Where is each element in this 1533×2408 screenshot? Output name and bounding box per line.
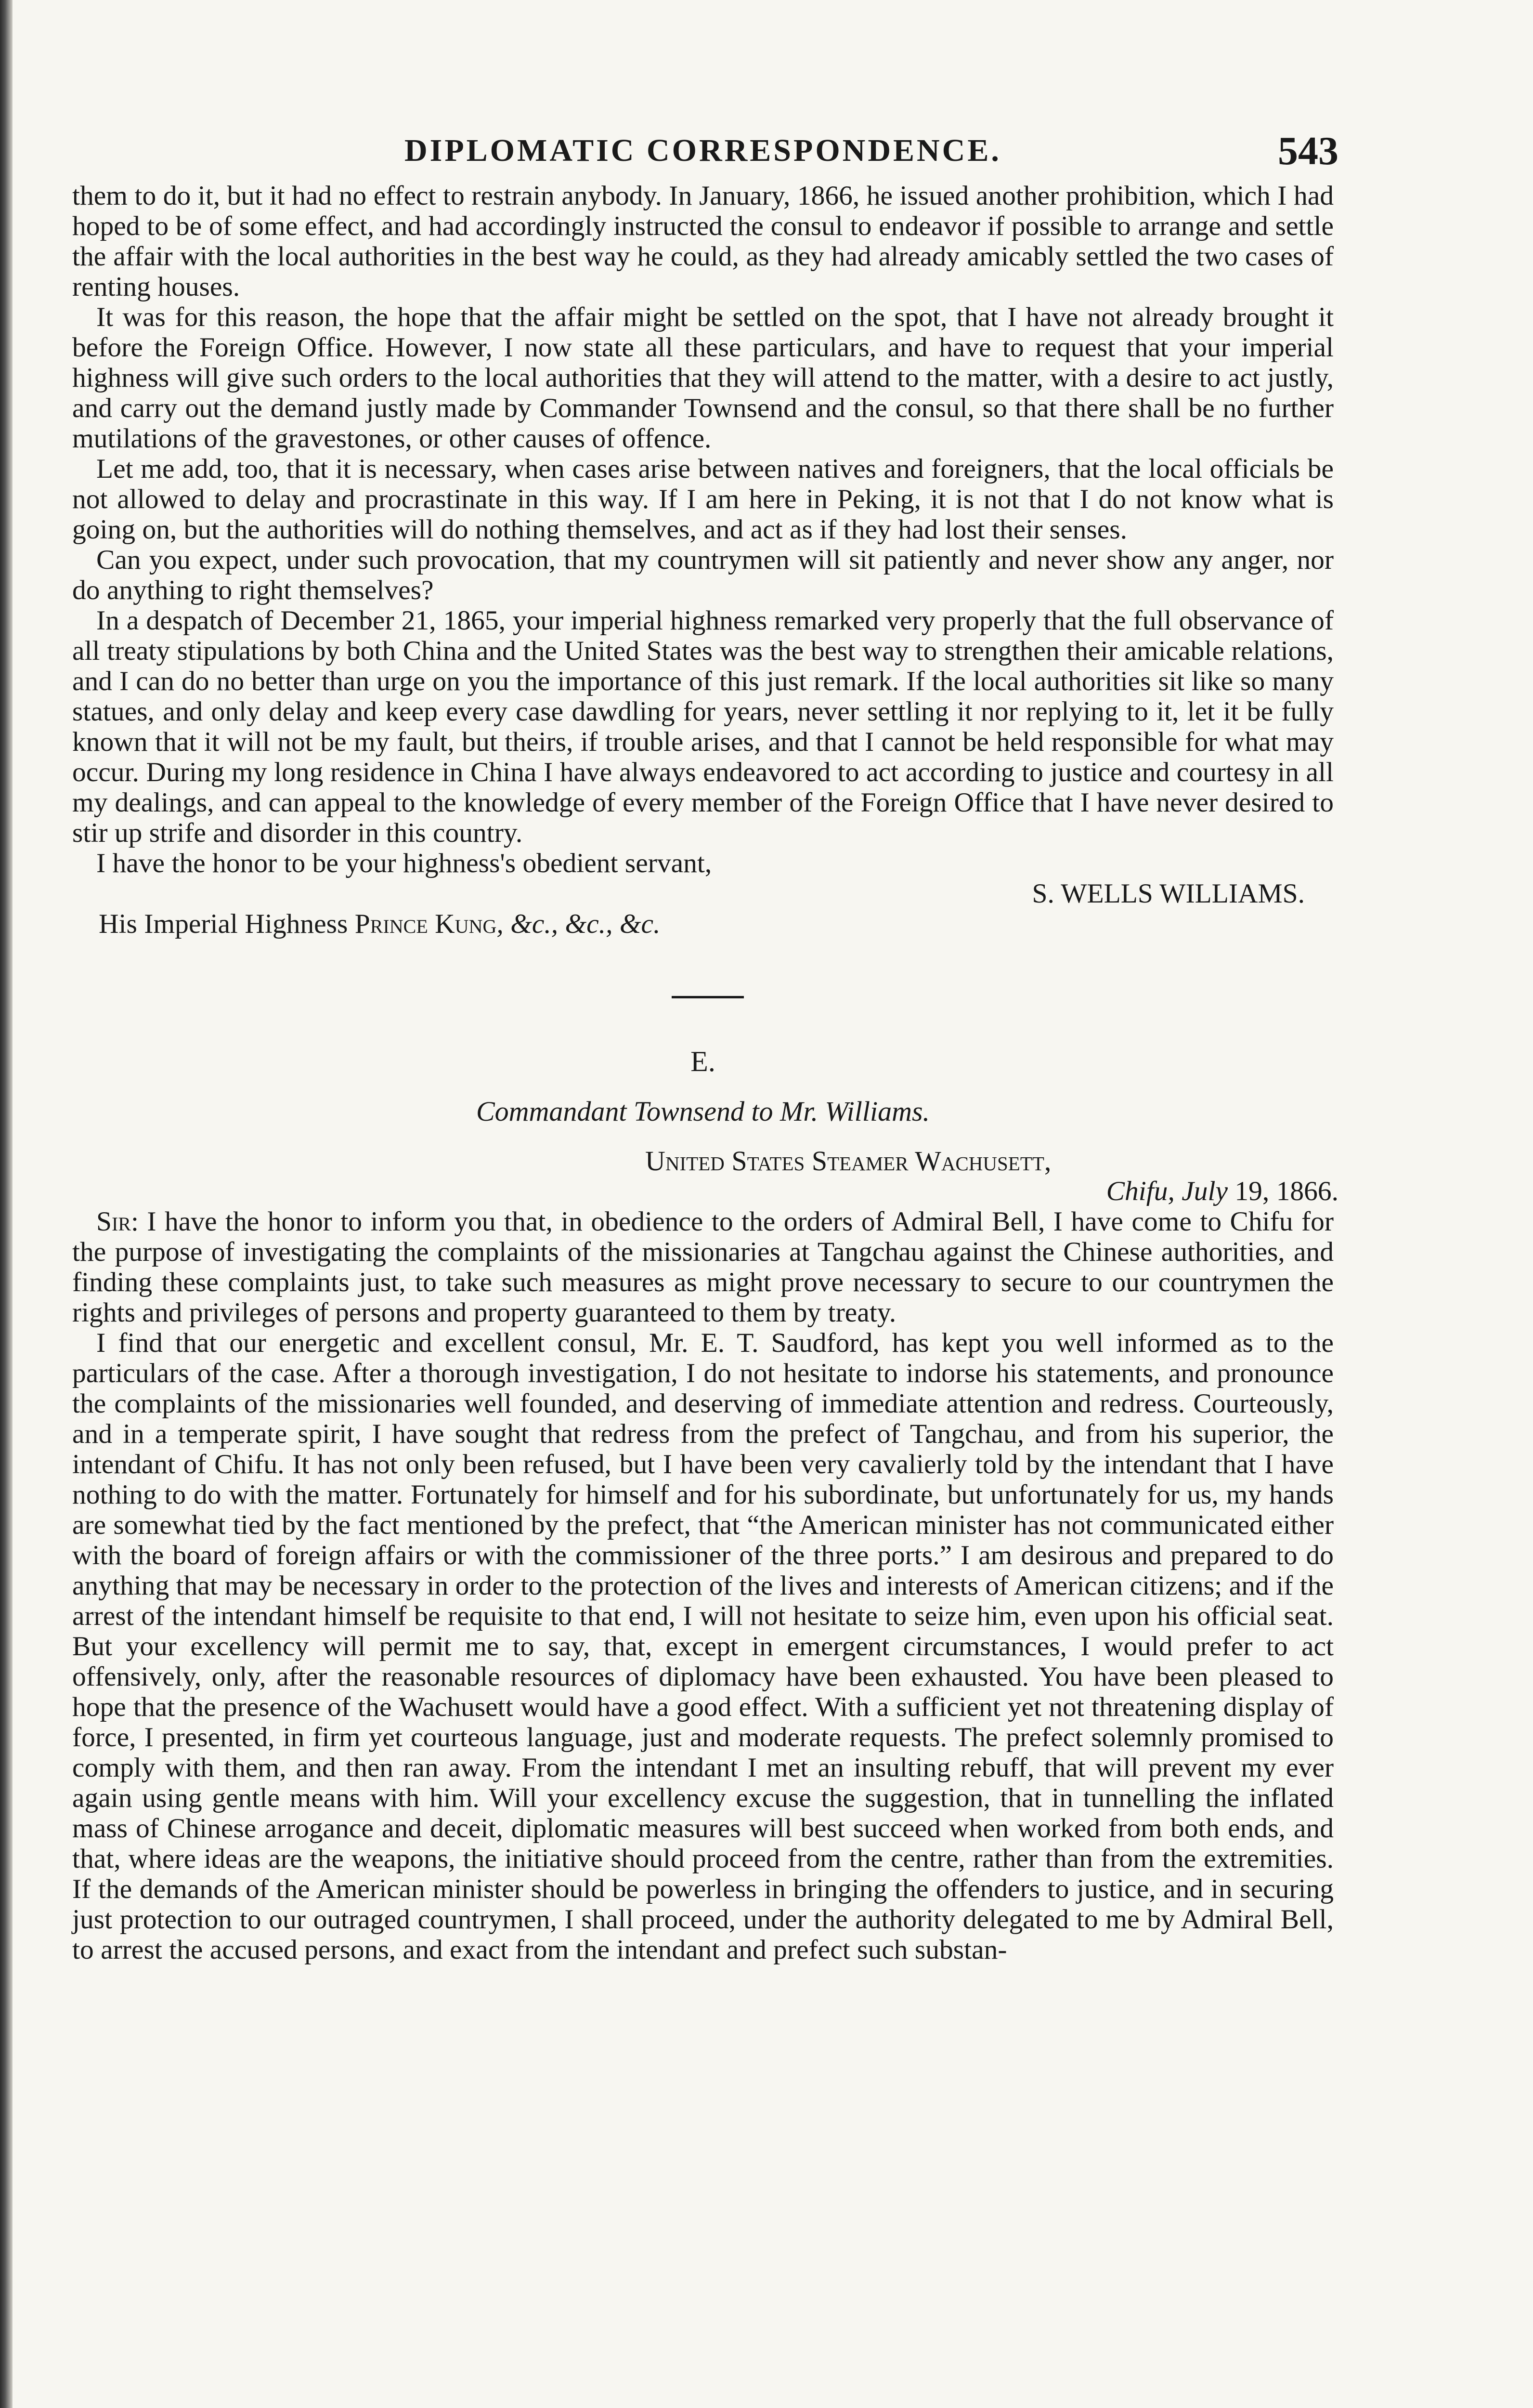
salutation: Sir:	[96, 1206, 139, 1237]
book-spine-edge	[0, 0, 13, 2408]
letter-date-month: July	[1182, 1176, 1228, 1206]
section-label: E.	[690, 1046, 715, 1077]
section-divider	[672, 996, 744, 998]
paragraph	[72, 1206, 1334, 1328]
paragraph: It was for this reason, the hope that the affair might be settled on the spot, that I have not already brought it before the Foreign Office. However, I now state all these particulars, and have to request that your imperial highness will give such orders to the local authorities that they will attend to the matter, with a desire to act justly, and carry out the demand justly made by Commander Townsend and the consul, so that there shall be no further mutilations of the gravestones, or other causes of offence.	[72, 302, 1334, 454]
letter-date-rest: 19, 1866.	[1228, 1176, 1338, 1206]
running-head	[72, 128, 1338, 181]
document-body	[72, 181, 1338, 1965]
letter-title: Commandant Townsend to Mr. Williams.	[476, 1096, 930, 1127]
addressee-prefix: His Imperial Highness	[99, 909, 355, 939]
paragraph: Let me add, too, that it is necessary, when cases arise between natives and foreigners, that the local officials be not allowed to delay and procrastinate in this way. If I am here in Peking, it is not that I do not know what is going on, but the authorities will do nothing themselves, and act as if they had lost their senses.	[72, 454, 1334, 545]
paragraph: In a despatch of December 21, 1865, your imperial highness remarked very properly that the full observance of all treaty stipulations by both China and the United States was the best way to strengthen their amicable relations, and I can do no better than urge on you the importance of this just remark. If the local authorities sit like so many statues, and only delay and keep every case dawdling for years, never settling it nor replying to it, let it be fully known that it will not be my fault, but theirs, if trouble arises, and that I cannot be held responsible for what may occur. During my long residence in China I have always endeavored to act according to justice and courtesy in all my dealings, and can appeal to the knowledge of every member of the Foreign Office that I have never desired to stir up strife and disorder in this country.	[72, 605, 1334, 848]
paragraph: Can you expect, under such provocation, that my countrymen will sit patiently and never show any anger, nor do anything to right themselves?	[72, 545, 1334, 605]
addressee	[99, 909, 1334, 939]
signature: S. WELLS WILLIAMS.	[1032, 878, 1305, 909]
addressee-name: Prince Kung	[354, 909, 497, 939]
document-page	[72, 128, 1338, 1965]
paragraph-text: I have the honor to inform you that, in obedience to the orders of Admiral Bell, I have come to Chifu for the purpose of investigating the complaints of the missionaries at Tangchau against the Chinese authorities, and finding these complaints just, to take such measures as might prove necessary to secure to our countrymen the rights and privileges of persons and property guaranteed to them by treaty.	[72, 1206, 1334, 1328]
page-number: 543	[1278, 129, 1338, 173]
paragraph: them to do it, but it had no effect to restrain anybody. In January, 1866, he issued another prohibition, which I had hoped to be of some effect, and had accordingly instructed the consul to endeavor if possible to arrange and settle the affair with the local authorities in the best way he could, as they had already amicably settled the two cases of renting houses.	[72, 181, 1334, 302]
letter-heading-ship: United States Steamer Wachusett,	[645, 1145, 1052, 1177]
letter-closing: I have the honor to be your highness's obedient servant,	[96, 848, 712, 878]
addressee-suffix: , &c., &c., &c.	[496, 909, 661, 939]
letter-place: Chifu,	[1106, 1176, 1175, 1206]
letter-place-date	[72, 1176, 1338, 1206]
running-title: DIPLOMATIC CORRESPONDENCE.	[404, 133, 1001, 168]
paragraph: I find that our energetic and excellent consul, Mr. E. T. Saudford, has kept you well informed as to the particulars of the case. After a thorough investigation, I do not hesitate to indorse his statements, and pronounce the complaints of the missionaries well founded, and deserving of immediate attention and redress. Courteously, and in a temperate spirit, I have sought that redress from the prefect of Tangchau, and from his superior, the intendant of Chifu. It has not only been refused, but I have been very cavalierly told by the intendant that I have nothing to do with the matter. Fortunately for himself and for his subordinate, but unfortunately for us, my hands are somewhat tied by the fact mentioned by the prefect, that “the American minister has not communicated either with the board of foreign affairs or with the commissioner of the three ports.” I am desirous and prepared to do anything that may be necessary in order to the protection of the lives and interests of American citizens; and if the arrest of the intendant himself be requisite to that end, I will not hesitate to seize him, even upon his official seat. But your excellency will permit me to say, that, except in emergent circumstances, I would prefer to act offensively, only, after the reasonable resources of diplomacy have been exhausted. You have been pleased to hope that the presence of the Wachusett would have a good effect. With a sufficient yet not threatening display of force, I presented, in firm yet courteous language, just and moderate requests. The prefect solemnly promised to comply with them, and then ran away. From the intendant I met an insulting rebuff, that will prevent my ever again using gentle means with him. Will your excellency excuse the suggestion, that in tunnelling the inflated mass of Chinese arrogance and deceit, diplomatic measures will best succeed when worked from both ends, and that, where ideas are the weapons, the initiative should proceed from the centre, rather than from the extremities. If the demands of the American minister should be powerless in bringing the offenders to justice, and in securing just protection to our outraged countrymen, I shall proceed, under the authority delegated to me by Admiral Bell, to arrest the accused persons, and exact from the intendant and prefect such substan-	[72, 1328, 1334, 1965]
